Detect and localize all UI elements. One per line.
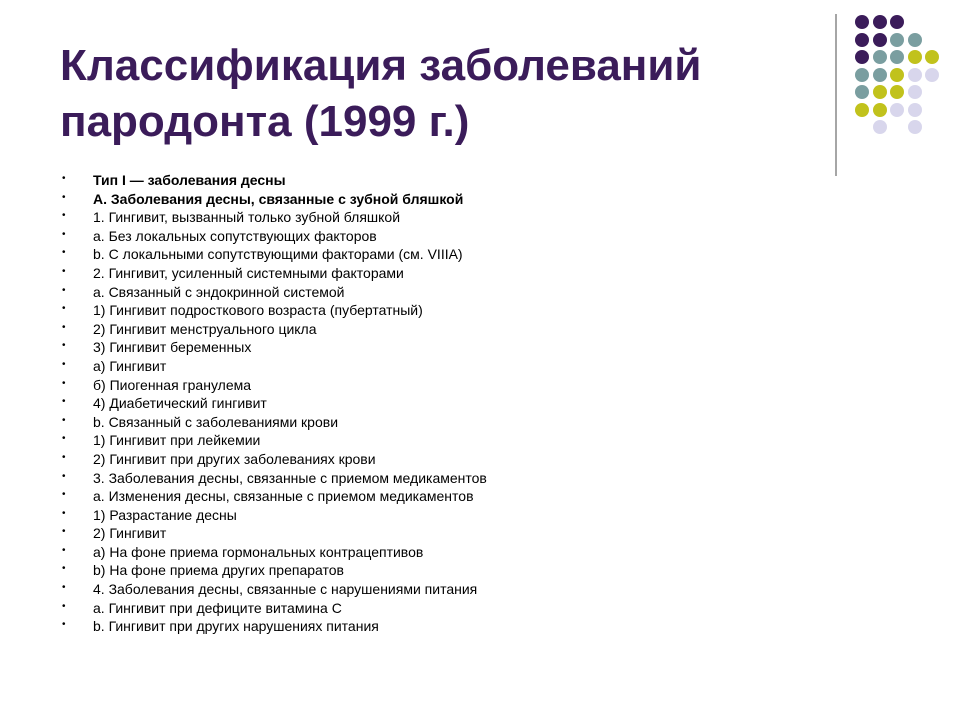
- list-item-text: 2. Гингивит, усиленный системными факторами: [93, 264, 404, 281]
- list-item-text: 3. Заболевания десны, связанные с приемом медикаментов: [93, 469, 487, 486]
- decorative-dot: [855, 68, 869, 82]
- bullet-icon: •: [62, 563, 66, 575]
- list-item: [62, 524, 762, 543]
- bullet-icon: •: [62, 544, 66, 556]
- slide-title: Классификация заболеваний пародонта (1999 г.): [60, 41, 702, 146]
- list-item-text: 1) Гингивит при лейкемии: [93, 432, 261, 449]
- list-item-text: b) На фоне приема других препаратов: [93, 562, 344, 579]
- list-item-text: а. Изменения десны, связанные с приемом медикаментов: [93, 488, 474, 505]
- bullet-icon: •: [62, 433, 66, 445]
- decorative-dot: [855, 85, 869, 99]
- decorative-dot: [925, 68, 939, 82]
- divider-line: [835, 14, 837, 176]
- bullet-icon: •: [62, 489, 66, 501]
- list-item-text: b. С локальными сопутствующими факторами (см. VIIIA): [93, 246, 463, 263]
- decorative-dot: [873, 33, 887, 47]
- list-item-text: 3) Гингивит беременных: [93, 339, 252, 356]
- bullet-icon: •: [62, 265, 66, 277]
- list-item: [62, 357, 762, 376]
- list-item: [62, 394, 762, 413]
- bullet-icon: •: [62, 470, 66, 482]
- bullet-icon: •: [62, 358, 66, 370]
- bullet-icon: •: [62, 414, 66, 426]
- decorative-dot: [890, 15, 904, 29]
- list-item: [62, 580, 762, 599]
- list-item: [62, 617, 762, 636]
- list-item-text: 2) Гингивит при других заболеваниях крови: [93, 450, 376, 467]
- list-item-text: а. Связанный с эндокринной системой: [93, 283, 345, 300]
- bullet-icon: •: [62, 228, 66, 240]
- decorative-dot: [855, 33, 869, 47]
- bullet-icon: •: [62, 321, 66, 333]
- decorative-dot: [908, 50, 922, 64]
- list-item: [62, 245, 762, 264]
- decorative-dot: [908, 103, 922, 117]
- decorative-dot: [908, 85, 922, 99]
- list-item: [62, 301, 762, 320]
- decorative-dot: [908, 33, 922, 47]
- list-item-text: А. Заболевания десны, связанные с зубной бляшкой: [93, 190, 464, 207]
- list-item: [62, 283, 762, 302]
- list-item-text: 4. Заболевания десны, связанные с нарушениями питания: [93, 581, 478, 598]
- list-item-text: 1. Гингивит, вызванный только зубной бляшкой: [93, 209, 401, 226]
- list-item: [62, 376, 762, 395]
- list-item-text: б) Пиогенная гранулема: [93, 376, 252, 393]
- list-item-text: b. Связанный с заболеваниями крови: [93, 413, 339, 430]
- list-item: [62, 469, 762, 488]
- list-item: [62, 487, 762, 506]
- decorative-dot: [890, 103, 904, 117]
- bullet-icon: •: [62, 396, 66, 408]
- decorative-dot: [855, 50, 869, 64]
- bullet-icon: •: [62, 340, 66, 352]
- list-item: [62, 506, 762, 525]
- list-item: [62, 599, 762, 618]
- bullet-icon: •: [62, 582, 66, 594]
- decorative-dot: [908, 68, 922, 82]
- list-item: [62, 171, 762, 190]
- list-item-text: а. Без локальных сопутствующих факторов: [93, 227, 377, 244]
- bullet-icon: •: [62, 284, 66, 296]
- decorative-dot: [873, 103, 887, 117]
- decorative-dot: [890, 50, 904, 64]
- bullet-icon: •: [62, 507, 66, 519]
- list-item: [62, 227, 762, 246]
- bullet-icon: •: [62, 191, 66, 203]
- list-item-text: 1) Гингивит подросткового возраста (пубертатный): [93, 302, 423, 319]
- bullet-icon: •: [62, 210, 66, 222]
- decorative-dot: [873, 120, 887, 134]
- list-item: [62, 320, 762, 339]
- decorative-dot: [873, 50, 887, 64]
- decorative-dot: [890, 68, 904, 82]
- list-item-text: 4) Диабетический гингивит: [93, 395, 267, 412]
- decorative-dot: [873, 68, 887, 82]
- decorative-dot: [925, 50, 939, 64]
- list-item: [62, 431, 762, 450]
- list-item-text: b. Гингивит при других нарушениях питания: [93, 618, 379, 635]
- list-item-text: 1) Разрастание десны: [93, 506, 237, 523]
- list-item: [62, 543, 762, 562]
- bullet-icon: •: [62, 600, 66, 612]
- bullet-icon: •: [62, 526, 66, 538]
- list-item: [62, 208, 762, 227]
- list-item-text: 2) Гингивит менструального цикла: [93, 320, 317, 337]
- decorative-dot: [890, 85, 904, 99]
- bullet-icon: •: [62, 377, 66, 389]
- list-item: [62, 450, 762, 469]
- bullet-icon: •: [62, 451, 66, 463]
- list-item: [62, 338, 762, 357]
- decorative-dot: [908, 120, 922, 134]
- decorative-dot: [873, 15, 887, 29]
- bullet-icon: •: [62, 303, 66, 315]
- decorative-dot: [873, 85, 887, 99]
- classification-list: [62, 171, 762, 636]
- decorative-dot: [890, 33, 904, 47]
- decorative-dot: [855, 103, 869, 117]
- list-item-text: а) Гингивит: [93, 357, 167, 374]
- list-item: [62, 413, 762, 432]
- list-item-text: 2) Гингивит: [93, 525, 167, 542]
- list-item: [62, 561, 762, 580]
- bullet-icon: •: [62, 173, 66, 184]
- bullet-icon: •: [62, 619, 66, 631]
- list-item: [62, 190, 762, 209]
- list-item-text: Тип I — заболевания десны: [93, 172, 286, 188]
- list-item-text: а) На фоне приема гормональных контрацептивов: [93, 543, 424, 560]
- decorative-dot: [855, 15, 869, 29]
- bullet-icon: •: [62, 247, 66, 259]
- list-item: [62, 264, 762, 283]
- list-item-text: а. Гингивит при дефиците витамина С: [93, 599, 342, 616]
